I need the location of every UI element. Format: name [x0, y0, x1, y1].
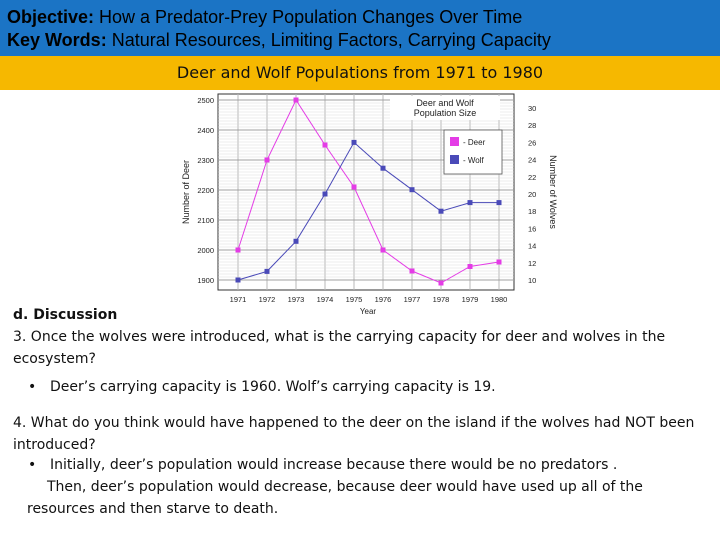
header-bar — [0, 0, 720, 56]
discussion-heading: d. Discussion — [13, 307, 118, 323]
y2-tick-label: 14 — [528, 241, 537, 251]
answer-4-line-3: resources and then starve to death. — [27, 501, 279, 517]
legend-label: - Wolf — [463, 156, 484, 165]
bullet: • — [28, 457, 37, 473]
x-tick-label: 1979 — [461, 295, 479, 304]
answer-4-line-1 — [28, 454, 698, 476]
population-chart — [180, 90, 558, 318]
x-tick-label: 1973 — [287, 295, 305, 304]
answer-4-text-1: Initially, deer’s population would increase because there would be no predators . — [50, 457, 618, 473]
x-tick-label: 1976 — [374, 295, 392, 304]
question-4: 4. What do you think would have happened to the deer on the island if the wolves had NOT been introduced? — [13, 415, 695, 453]
data-point — [497, 200, 502, 205]
y2-axis-title: Number of Wolves — [548, 155, 558, 229]
legend-swatch — [450, 137, 459, 146]
y2-tick-label: 10 — [528, 276, 537, 285]
y2-tick-label: 16 — [528, 224, 537, 234]
bullet: • — [28, 379, 37, 395]
x-tick-label: 1974 — [316, 295, 334, 304]
chart-title-line-1: Deer and Wolf — [416, 98, 474, 108]
y2-tick-label: 22 — [528, 172, 537, 182]
question-3: 3. Once the wolves were introduced, what is the carrying capacity for deer and wolves in the ecosystem? — [13, 329, 666, 367]
data-point — [352, 140, 357, 145]
data-point — [352, 185, 357, 190]
data-point — [323, 143, 328, 148]
y-tick-label: 1900 — [197, 276, 214, 285]
y2-tick-label: 20 — [528, 190, 537, 199]
y2-tick-label: 28 — [528, 121, 537, 131]
x-tick-label: 1978 — [432, 295, 450, 304]
data-point — [410, 269, 415, 274]
y2-tick-label: 12 — [528, 258, 537, 268]
answer-3 — [28, 376, 496, 398]
objective-line — [7, 7, 522, 27]
data-point — [381, 166, 386, 171]
data-point — [323, 192, 328, 197]
x-tick-label: 1977 — [403, 295, 421, 304]
data-point — [468, 200, 473, 205]
data-point — [439, 209, 444, 214]
legend-box — [444, 130, 502, 174]
chart-title-line-2: Population Size — [413, 108, 477, 118]
data-point — [265, 158, 270, 163]
data-point — [294, 98, 299, 103]
y2-tick-label: 18 — [528, 207, 537, 217]
data-point — [497, 260, 502, 265]
x-tick-label: 1980 — [490, 295, 508, 304]
keywords-text: Natural Resources, Limiting Factors, Carrying Capacity — [106, 30, 551, 50]
y-tick-label: 2300 — [197, 156, 214, 165]
y2-tick-label: 24 — [528, 155, 537, 165]
data-point — [294, 239, 299, 244]
objective-label: Objective: — [7, 7, 95, 27]
data-point — [381, 248, 386, 253]
y-tick-label: 2000 — [197, 246, 214, 255]
title-banner — [0, 56, 720, 90]
data-point — [468, 264, 473, 269]
banner-title: Deer and Wolf Populations from 1971 to 1980 — [176, 63, 544, 82]
legend-swatch — [450, 155, 459, 164]
data-point — [236, 248, 241, 253]
y-tick-label: 2400 — [197, 126, 214, 135]
y2-tick-label: 30 — [528, 104, 537, 113]
x-tick-label: 1972 — [258, 295, 276, 304]
data-point — [439, 281, 444, 286]
x-tick-label: 1975 — [345, 295, 363, 304]
answer-4 — [28, 454, 698, 520]
chart-image — [180, 90, 558, 318]
y-tick-label: 2100 — [197, 216, 214, 225]
keywords-line — [7, 30, 551, 50]
x-axis-title: Year — [359, 307, 377, 316]
answer-3-text: Deer’s carrying capacity is 1960. Wolf’s carrying capacity is 19. — [50, 379, 496, 395]
data-point — [410, 187, 415, 192]
keywords-label: Key Words: — [7, 30, 107, 50]
answer-4-line-2: Then, deer’s population would decrease, because deer would have used up all of the — [47, 479, 643, 495]
x-tick-label: 1971 — [229, 295, 247, 304]
y-tick-label: 2200 — [197, 186, 214, 195]
legend-label: - Deer — [463, 138, 486, 147]
data-point — [236, 278, 241, 283]
y-axis-title: Number of Deer — [181, 159, 191, 225]
y-tick-label: 2500 — [197, 96, 214, 105]
y2-tick-label: 26 — [528, 138, 537, 148]
objective-text: How a Predator-Prey Population Changes Over Time — [94, 7, 523, 27]
data-point — [265, 269, 270, 274]
